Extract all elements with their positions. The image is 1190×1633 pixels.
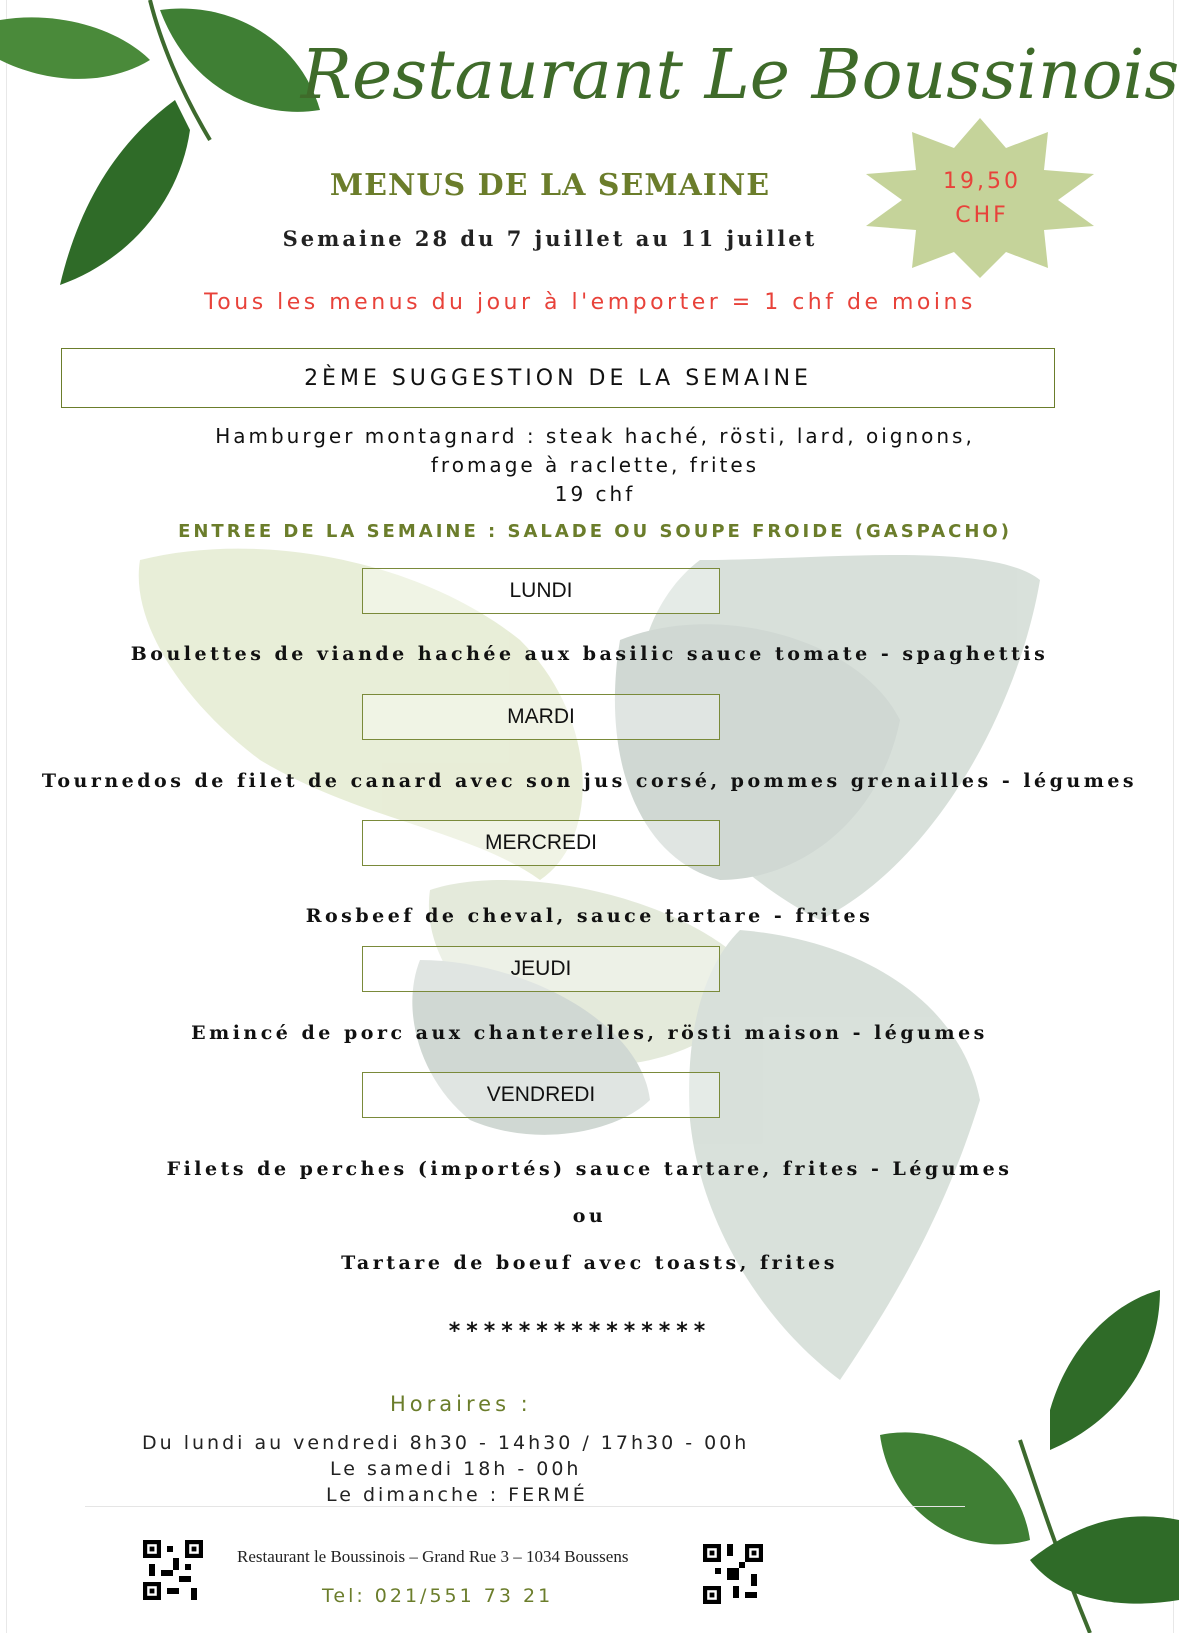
- hours-weekdays: Du lundi au vendredi 8h30 - 14h30 / 17h30 - 00h: [142, 1432, 750, 1454]
- day-label: LUNDI: [509, 579, 573, 602]
- dish-vendredi-alt: Tartare de boeuf avec toasts, frites: [341, 1252, 838, 1274]
- dish-mardi: Tournedos de filet de canard avec son jus corsé, pommes grenailles - légumes: [41, 770, 1138, 792]
- day-box-mercredi: [362, 820, 720, 866]
- day-label: MARDI: [507, 705, 575, 728]
- day-box-jeudi: [362, 946, 720, 992]
- day-box-lundi: [362, 568, 720, 614]
- menus-title: MENUS DE LA SEMAINE: [329, 168, 771, 203]
- qr-code-left[interactable]: [143, 1540, 203, 1600]
- suggestion-heading-box: [61, 348, 1055, 408]
- day-label: MERCREDI: [484, 831, 597, 854]
- dish-jeudi: Emincé de porc aux chanterelles, rösti maison - légumes: [191, 1022, 988, 1044]
- horaires-title: Horaires :: [390, 1392, 532, 1416]
- suggestion-price: 19 chf: [554, 482, 636, 506]
- price-currency: CHF: [955, 203, 1009, 228]
- hours-sunday: Le dimanche : FERMÉ: [326, 1484, 588, 1506]
- footer-address: Restaurant le Boussinois – Grand Rue 3 – 1034 Boussens: [237, 1547, 629, 1566]
- suggestion-heading: 2ÈME SUGGESTION DE LA SEMAINE: [304, 365, 812, 391]
- footer-divider: [85, 1506, 965, 1507]
- price-badge: [858, 118, 1102, 278]
- day-box-vendredi: [362, 1072, 720, 1118]
- qr-code-right[interactable]: [703, 1544, 763, 1604]
- dish-or: ou: [572, 1205, 607, 1227]
- entree-of-week: ENTREE DE LA SEMAINE : SALADE OU SOUPE FROIDE (GASPACHO): [178, 521, 1012, 542]
- day-label: JEUDI: [510, 957, 572, 980]
- suggestion-line-2: fromage à raclette, frites: [430, 453, 760, 477]
- price-value: 19,50: [943, 169, 1021, 194]
- day-label: VENDREDI: [486, 1083, 596, 1106]
- week-line: Semaine 28 du 7 juillet au 11 juillet: [282, 226, 818, 251]
- suggestion-line-1: Hamburger montagnard : steak haché, rösti, lard, oignons,: [215, 424, 975, 448]
- takeaway-note: Tous les menus du jour à l'emporter = 1 chf de moins: [204, 290, 976, 315]
- suggestion-text: [0, 422, 1190, 509]
- day-box-mardi: [362, 694, 720, 740]
- footer-phone[interactable]: Tel: 021/551 73 21: [322, 1585, 554, 1607]
- dish-mercredi: Rosbeef de cheval, sauce tartare - frites: [305, 905, 874, 927]
- hours-saturday: Le samedi 18h - 00h: [330, 1458, 582, 1480]
- separator-stars: ***************: [448, 1319, 712, 1344]
- svg-text:Restaurant Le Boussinois: Restaurant Le Boussinois: [300, 36, 1180, 115]
- dish-vendredi: Filets de perches (importés) sauce tartare, frites - Légumes: [166, 1158, 1013, 1180]
- dish-lundi: Boulettes de viande hachée aux basilic sauce tomate - spaghettis: [130, 643, 1049, 665]
